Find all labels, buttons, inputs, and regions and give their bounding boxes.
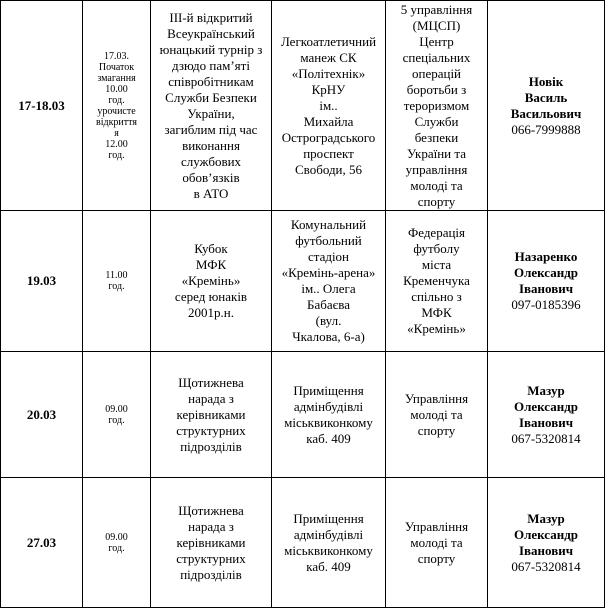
place-line: Михайла bbox=[303, 113, 354, 129]
event-line: в АТО bbox=[193, 185, 229, 201]
organizer-line: спеціальних bbox=[402, 49, 471, 65]
event-cell bbox=[151, 352, 272, 478]
time-line: Початок bbox=[98, 61, 135, 73]
date-text: 27.03 bbox=[26, 534, 57, 550]
time-line: 09.00 bbox=[105, 403, 128, 415]
organizer-cell bbox=[386, 478, 488, 608]
time-cell bbox=[83, 478, 151, 608]
time-line: год. bbox=[108, 542, 125, 554]
organizer-line: молоді та bbox=[410, 177, 463, 193]
responsible-name-line: Іванович bbox=[518, 414, 574, 430]
organizer-line: спорту bbox=[417, 422, 456, 438]
event-line: службових bbox=[180, 153, 242, 169]
time-line: год. bbox=[108, 149, 125, 161]
place-line: ім.. bbox=[319, 97, 338, 113]
organizer-line: тероризмом bbox=[403, 97, 470, 113]
responsible-cell bbox=[488, 352, 605, 478]
event-line: нарада з bbox=[188, 518, 234, 534]
organizer-line: Кременчука bbox=[403, 273, 470, 288]
time-cell bbox=[83, 211, 151, 352]
schedule-body bbox=[1, 1, 605, 608]
time-line: я bbox=[114, 127, 119, 139]
place-line: Свободи, 56 bbox=[294, 161, 363, 177]
place-line: адмінбудівлі bbox=[293, 526, 364, 542]
organizer-line: Федерація bbox=[407, 225, 466, 240]
date-text: 17-18.03 bbox=[18, 97, 65, 113]
place-line: каб. 409 bbox=[306, 430, 351, 446]
responsible-name-line: Олександр bbox=[513, 398, 579, 414]
event-cell bbox=[151, 478, 272, 608]
organizer-line: Управління bbox=[404, 518, 469, 534]
place-line: КрНУ bbox=[311, 81, 346, 97]
date-cell bbox=[1, 211, 83, 352]
event-line: керівниками bbox=[176, 534, 246, 550]
event-line: Кубок bbox=[194, 241, 228, 256]
organizer-line: 5 управління bbox=[400, 1, 473, 17]
organizer-line: «Кремінь» bbox=[407, 321, 466, 336]
event-line: ІІІ-й відкритий bbox=[169, 9, 253, 25]
time-line: 17.03. bbox=[104, 50, 129, 62]
place-line: Легкоатлетичний bbox=[280, 33, 377, 49]
place-line: футбольний bbox=[295, 233, 362, 248]
organizer-cell bbox=[386, 352, 488, 478]
event-line: України, bbox=[187, 105, 235, 121]
time-line: відкриття bbox=[95, 116, 137, 128]
event-line: Щотижнева bbox=[178, 374, 244, 390]
responsible-phone: 067-5320814 bbox=[511, 558, 581, 574]
place-cell bbox=[272, 478, 386, 608]
event-line: співробітникам bbox=[168, 73, 254, 89]
organizer-cell bbox=[386, 1, 488, 211]
event-line: 2001р.н. bbox=[188, 305, 234, 320]
date-cell bbox=[1, 352, 83, 478]
organizer-line: МФК bbox=[421, 305, 452, 320]
organizer-line: молоді та bbox=[410, 534, 463, 550]
responsible-cell bbox=[488, 478, 605, 608]
place-line: міськвиконкому bbox=[284, 542, 373, 558]
responsible-name-line: Васильович bbox=[510, 105, 582, 121]
event-line: Щотижнева bbox=[178, 502, 244, 518]
responsible-name-line: Іванович bbox=[518, 281, 574, 296]
organizer-line: операцій bbox=[411, 65, 462, 81]
responsible-phone: 066-7999888 bbox=[511, 121, 581, 137]
place-line: (вул. bbox=[315, 313, 342, 328]
responsible-name-line: Іванович bbox=[518, 542, 574, 558]
organizer-line: управління bbox=[405, 161, 468, 177]
responsible-name-line: Мазур bbox=[527, 382, 565, 398]
organizer-line: (МЦСП) bbox=[412, 17, 461, 33]
responsible-name-line: Олександр bbox=[513, 265, 579, 280]
place-line: «Кремінь-арена» bbox=[281, 265, 376, 280]
place-line: Бабаєва bbox=[307, 297, 350, 312]
event-line: нарада з bbox=[188, 390, 234, 406]
event-cell bbox=[151, 1, 272, 211]
date-text: 19.03 bbox=[26, 273, 57, 288]
time-line: 12.00 bbox=[105, 138, 128, 150]
organizer-line: молоді та bbox=[410, 406, 463, 422]
date-cell bbox=[1, 478, 83, 608]
organizer-line: Центр bbox=[419, 33, 454, 49]
time-cell bbox=[83, 352, 151, 478]
responsible-name-line: Василь bbox=[524, 89, 568, 105]
time-line: змагання bbox=[97, 72, 136, 84]
event-cell bbox=[151, 211, 272, 352]
table-row bbox=[1, 1, 605, 211]
organizer-line: спорту bbox=[417, 193, 456, 209]
place-cell bbox=[272, 211, 386, 352]
organizer-line: футболу bbox=[413, 241, 460, 256]
table-row bbox=[1, 478, 605, 608]
place-line: Остроградського bbox=[281, 129, 376, 145]
event-line: серед юнаків bbox=[174, 289, 248, 304]
organizer-line: міста bbox=[421, 257, 452, 272]
place-line: каб. 409 bbox=[306, 558, 351, 574]
organizer-line: боротьби з bbox=[406, 81, 467, 97]
time-line: урочисте bbox=[97, 105, 136, 117]
responsible-cell bbox=[488, 1, 605, 211]
responsible-cell bbox=[488, 211, 605, 352]
organizer-line: спорту bbox=[417, 550, 456, 566]
event-line: загиблим під час bbox=[164, 121, 258, 137]
place-line: Приміщення bbox=[293, 382, 364, 398]
event-line: виконання bbox=[182, 137, 240, 153]
event-line: Всеукраїнський bbox=[167, 25, 255, 41]
event-line: юнацький турнір з bbox=[159, 41, 263, 57]
place-cell bbox=[272, 352, 386, 478]
time-line: 09.00 bbox=[105, 531, 128, 543]
event-line: керівниками bbox=[176, 406, 246, 422]
table-row bbox=[1, 211, 605, 352]
place-line: «Політехнік» bbox=[291, 65, 366, 81]
event-line: обов’язків bbox=[182, 169, 240, 185]
date-cell bbox=[1, 1, 83, 211]
place-line: Чкалова, 6-а) bbox=[292, 329, 365, 344]
responsible-phone: 097-0185396 bbox=[511, 297, 581, 312]
place-line: проспект bbox=[303, 145, 354, 161]
event-line: дзюдо пам’яті bbox=[172, 57, 250, 73]
event-line: структурних bbox=[176, 550, 246, 566]
time-line: год. bbox=[108, 281, 125, 292]
responsible-name-line: Новік bbox=[528, 73, 564, 89]
place-line: Приміщення bbox=[293, 510, 364, 526]
event-line: підрозділів bbox=[180, 438, 242, 454]
responsible-name-line: Мазур bbox=[527, 510, 565, 526]
responsible-name-line: Назаренко bbox=[514, 249, 578, 264]
place-line: манеж СК bbox=[300, 49, 357, 65]
event-line: структурних bbox=[176, 422, 246, 438]
event-line: підрозділів bbox=[180, 566, 242, 582]
organizer-line: спільно з bbox=[411, 289, 462, 304]
time-line: год. bbox=[108, 94, 125, 106]
place-line: адмінбудівлі bbox=[293, 398, 364, 414]
event-line: МФК bbox=[195, 257, 227, 272]
responsible-name-line: Олександр bbox=[513, 526, 579, 542]
place-line: ім.. Олега bbox=[301, 281, 356, 296]
organizer-line: безпеки bbox=[414, 129, 459, 145]
organizer-cell bbox=[386, 211, 488, 352]
place-line: міськвиконкому bbox=[284, 414, 373, 430]
event-line: Служби Безпеки bbox=[165, 89, 257, 105]
time-line: год. bbox=[108, 414, 125, 426]
time-cell bbox=[83, 1, 151, 211]
responsible-phone: 067-5320814 bbox=[511, 430, 581, 446]
table-row bbox=[1, 352, 605, 478]
time-line: 10.00 bbox=[105, 83, 128, 95]
time-line: 11.00 bbox=[105, 270, 128, 281]
place-cell bbox=[272, 1, 386, 211]
place-line: Комунальний bbox=[290, 217, 367, 232]
organizer-line: Служби bbox=[414, 113, 459, 129]
date-text: 20.03 bbox=[26, 406, 57, 422]
place-line: стадіон bbox=[307, 249, 350, 264]
organizer-line: України та bbox=[406, 145, 467, 161]
organizer-line: Управління bbox=[404, 390, 469, 406]
event-line: «Кремінь» bbox=[181, 273, 241, 288]
